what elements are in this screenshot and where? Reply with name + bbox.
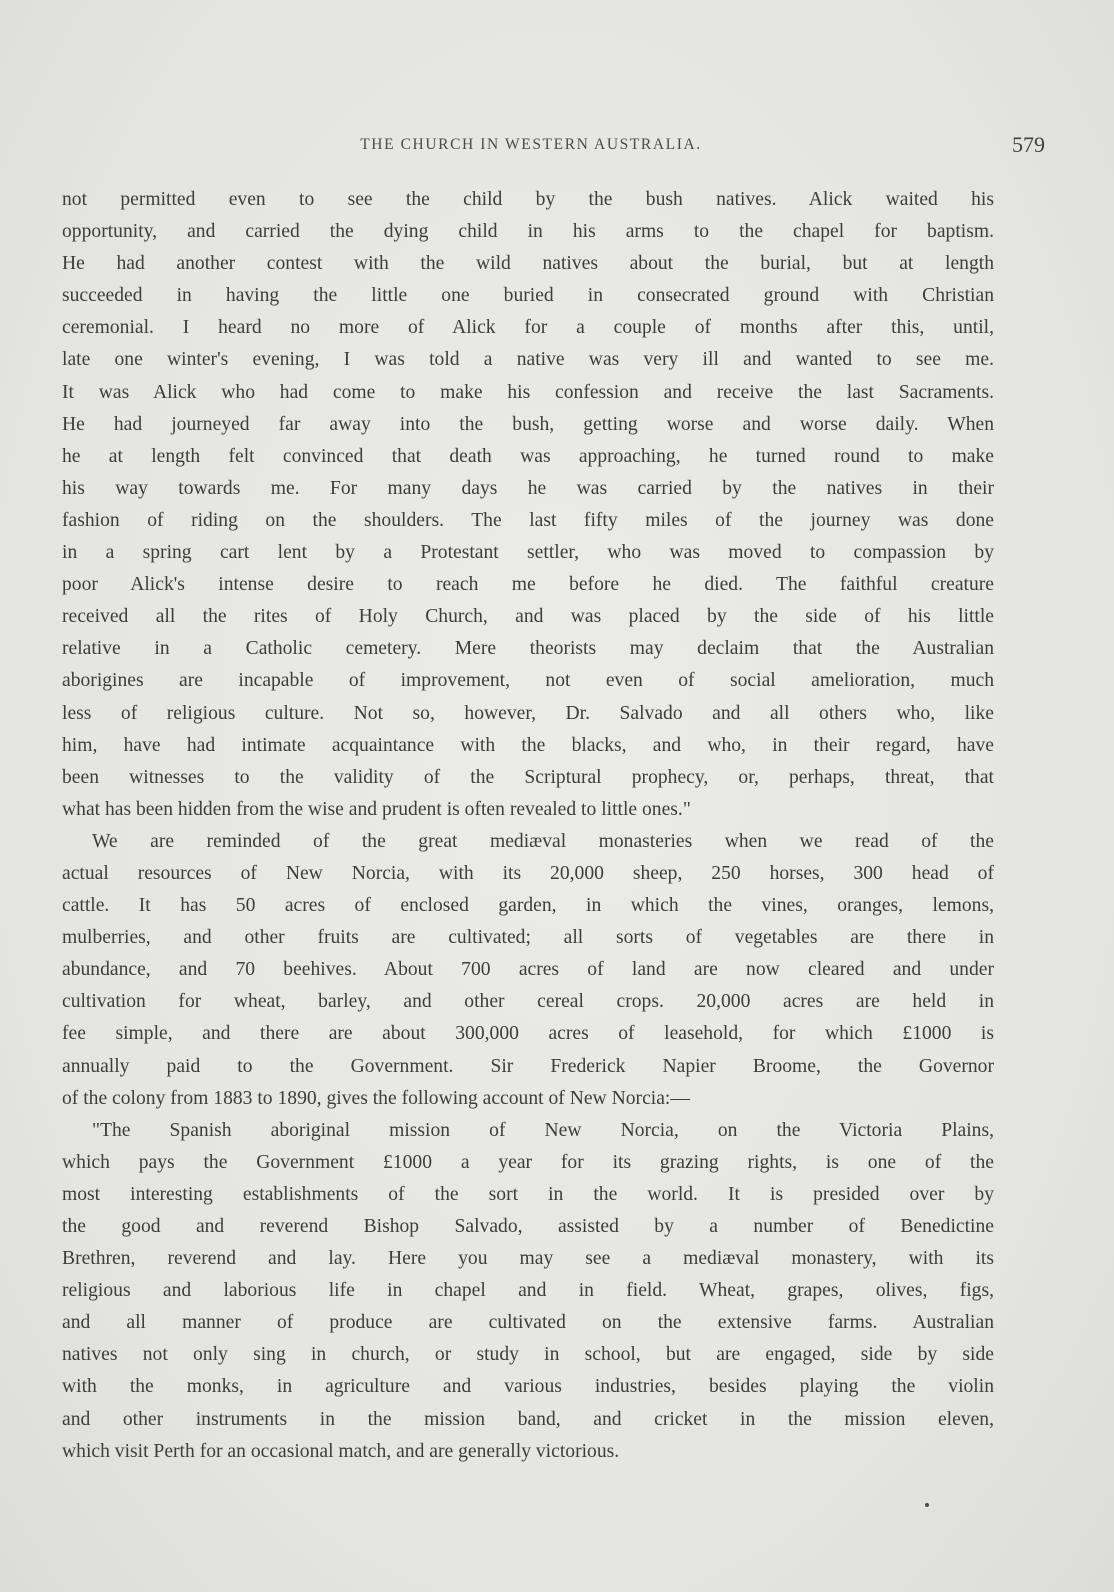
text-line: cattle. It has 50 acres of enclosed garden, in which the vines, oranges, lemons, (62, 895, 994, 917)
text-line: of the colony from 1883 to 1890, gives the following account of New Norcia:— (62, 1087, 690, 1109)
text-line: what has been hidden from the wise and prudent is often revealed to little ones." (62, 798, 691, 820)
text-line: natives not only sing in church, or study in school, but are engaged, side by side (62, 1344, 994, 1366)
running-title: THE CHURCH IN WESTERN AUSTRALIA. (360, 136, 702, 153)
text-line: Brethren, reverend and lay. Here you may see a mediæval monastery, with its (62, 1248, 994, 1270)
text-line: not permitted even to see the child by the bush natives. Alick waited his (62, 189, 994, 210)
text-line: been witnesses to the validity of the Scriptural prophecy, or, perhaps, threat, that (62, 766, 994, 788)
paragraph (62, 1115, 994, 1468)
running-head (62, 132, 1045, 162)
text-line: in a spring cart lent by a Protestant settler, who was moved to compassion by (62, 542, 994, 564)
text-line: poor Alick's intense desire to reach me before he died. The faithful creature (62, 574, 994, 596)
text-line: He had journeyed far away into the bush, getting worse and worse daily. When (62, 413, 994, 435)
text-line: religious and laborious life in chapel and in field. Wheat, grapes, olives, figs, (62, 1280, 994, 1302)
text-line: opportunity, and carried the dying child in his arms to the chapel for baptism. (62, 221, 994, 243)
paragraph (62, 184, 994, 826)
text-line: which pays the Government £1000 a year for its grazing rights, is one of the (62, 1151, 994, 1173)
text-line: It was Alick who had come to make his confession and receive the last Sacraments. (62, 381, 994, 403)
text-line: late one winter's evening, I was told a native was very ill and wanted to see me. (62, 349, 994, 371)
text-line: mulberries, and other fruits are cultivated; all sorts of vegetables are there in (62, 927, 994, 949)
text-line: actual resources of New Norcia, with its 20,000 sheep, 250 horses, 300 head of (62, 862, 994, 884)
text-line: which visit Perth for an occasional match, and are generally victorious. (62, 1440, 620, 1462)
text-line: We are reminded of the great mediæval monasteries when we read of the (92, 830, 994, 852)
text-line: "The Spanish aboriginal mission of New Norcia, on the Victoria Plains, (92, 1119, 994, 1141)
text-line: most interesting establishments of the sort in the world. It is presided over by (62, 1183, 994, 1205)
text-line: aborigines are incapable of improvement, not even of social amelioration, much (62, 670, 994, 692)
text-line: abundance, and 70 beehives. About 700 acres of land are now cleared and under (62, 959, 994, 981)
page-number: 579 (1012, 132, 1045, 157)
text-line: him, have had intimate acquaintance with the blacks, and who, in their regard, have (62, 734, 994, 756)
body-text (62, 184, 994, 1468)
text-line: relative in a Catholic cemetery. Mere theorists may declaim that the Australian (62, 638, 994, 660)
text-line: fashion of riding on the shoulders. The last fifty miles of the journey was done (62, 509, 994, 531)
print-speck (925, 1503, 929, 1507)
text-line: and all manner of produce are cultivated on the extensive farms. Australian (62, 1312, 994, 1334)
text-line: fee simple, and there are about 300,000 acres of leasehold, for which £1000 is (62, 1023, 994, 1045)
paragraph (62, 826, 994, 1115)
text-line: and other instruments in the mission band, and cricket in the mission eleven, (62, 1408, 994, 1430)
text-line: his way towards me. For many days he was carried by the natives in their (62, 477, 994, 499)
text-line: less of religious culture. Not so, however, Dr. Salvado and all others who, like (62, 702, 994, 724)
text-line: received all the rites of Holy Church, and was placed by the side of his little (62, 606, 994, 628)
text-line: succeeded in having the little one buried in consecrated ground with Christian (62, 285, 994, 307)
text-line: He had another contest with the wild natives about the burial, but at length (62, 253, 994, 275)
text-line: ceremonial. I heard no more of Alick for a couple of months after this, until, (62, 317, 994, 339)
text-line: cultivation for wheat, barley, and other cereal crops. 20,000 acres are held in (62, 991, 994, 1013)
text-line: annually paid to the Government. Sir Frederick Napier Broome, the Governor (62, 1055, 994, 1077)
text-line: the good and reverend Bishop Salvado, assisted by a number of Benedictine (62, 1216, 994, 1237)
text-line: he at length felt convinced that death was approaching, he turned round to make (62, 445, 994, 467)
text-line: with the monks, in agriculture and various industries, besides playing the violin (62, 1376, 994, 1398)
